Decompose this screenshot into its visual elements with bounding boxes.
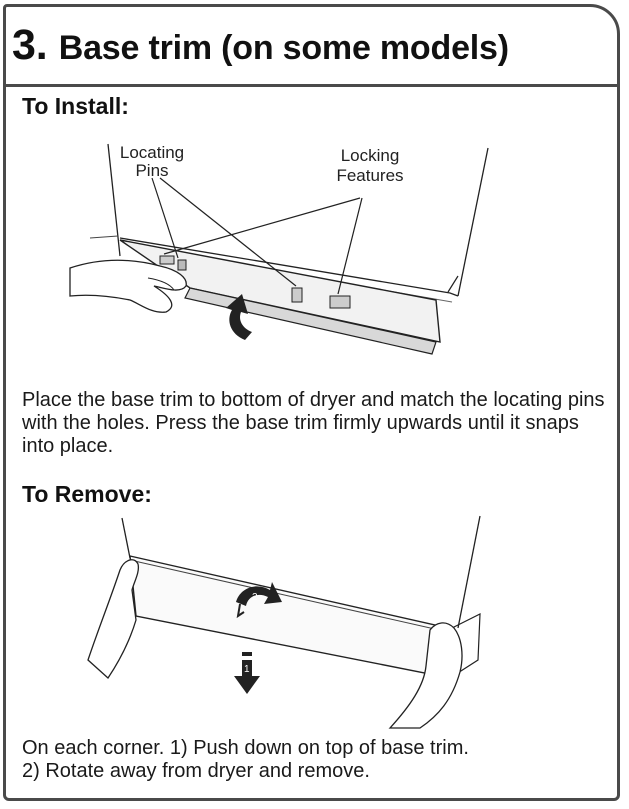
step2-marker: 2 [252, 592, 258, 603]
remove-instructions-line1: On each corner. 1) Push down on top of base trim. [22, 737, 469, 759]
section-title-text: Base trim (on some models) [58, 29, 509, 67]
install-heading: To Install: [22, 93, 129, 119]
step1-marker: 1 [244, 664, 250, 675]
remove-heading: To Remove: [22, 481, 152, 507]
remove-illustration [80, 510, 500, 730]
install-illustration [60, 128, 530, 378]
remove-instructions [22, 737, 612, 783]
callout-locking-line2: Features [336, 166, 404, 185]
install-instructions: Place the base trim to bottom of dryer and match the locating pins with the holes. Press the base trim firmly upwards until it snaps into place. [22, 389, 605, 457]
callout-locating-line2: Pins [135, 161, 169, 180]
callout-locating-line1: Locating [119, 143, 185, 162]
section-number: 3. [12, 21, 48, 69]
section-title [12, 21, 509, 70]
callout-locking-line1: Locking [340, 146, 400, 165]
remove-instructions-line2: 2) Rotate away from dryer and remove. [22, 760, 370, 782]
section-title-bar [6, 7, 617, 87]
